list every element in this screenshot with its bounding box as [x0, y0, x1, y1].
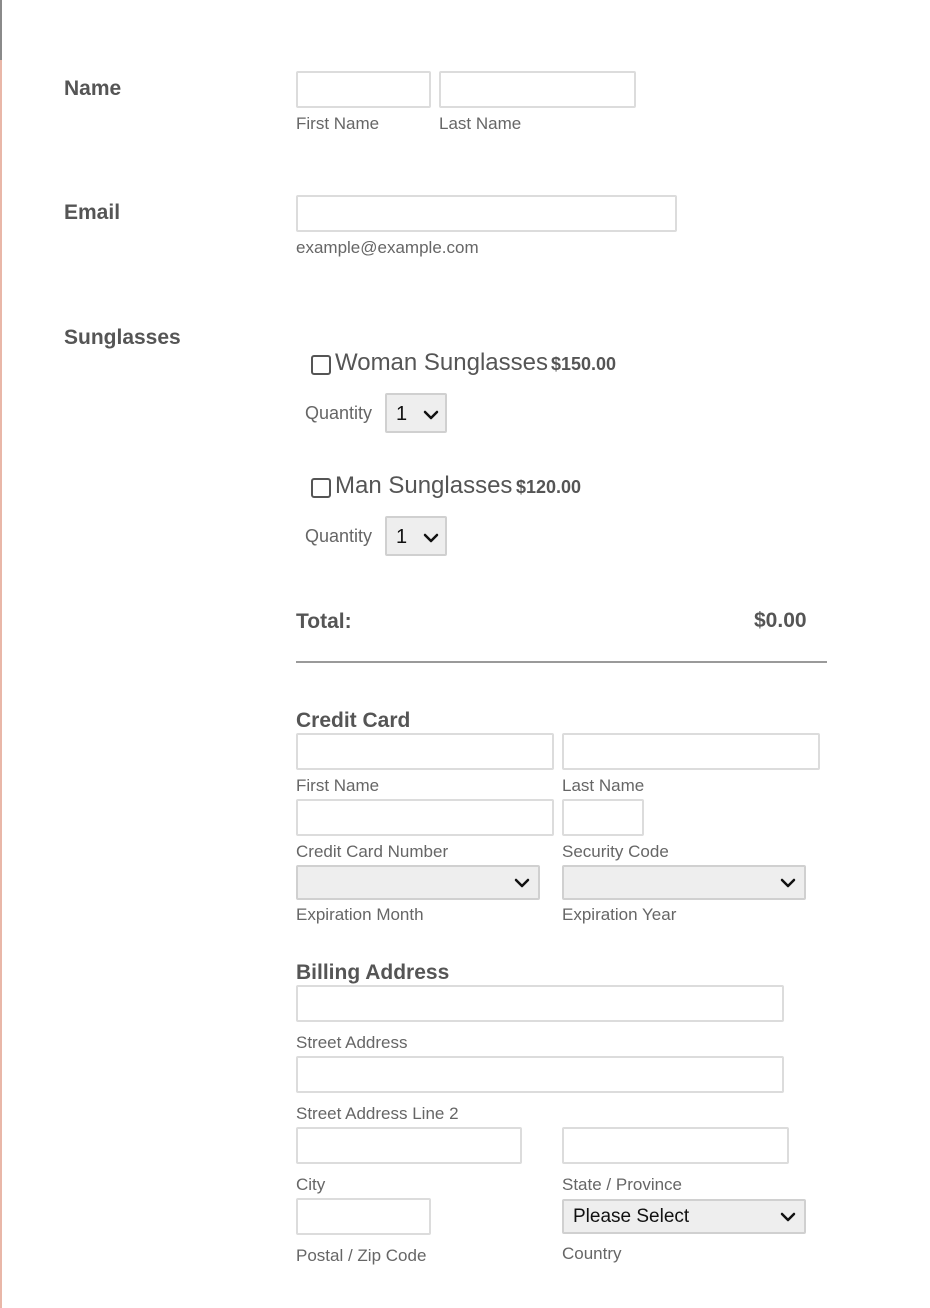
- expiration-year-select[interactable]: [562, 865, 806, 900]
- cc-first-name-sublabel: First Name: [296, 776, 380, 795]
- expiration-month-select[interactable]: [296, 865, 540, 900]
- cc-last-name-input[interactable]: [562, 733, 820, 770]
- street-address-2-sublabel: Street Address Line 2: [296, 1104, 459, 1123]
- total-value: $0.00: [754, 609, 807, 632]
- man-sunglasses-checkbox[interactable]: [311, 478, 331, 498]
- card-number-input[interactable]: [296, 799, 554, 836]
- product-price-man: $120.00: [516, 477, 582, 497]
- window-edge: [0, 0, 2, 60]
- state-sublabel: State / Province: [562, 1175, 683, 1194]
- email-input[interactable]: [296, 195, 677, 232]
- quantity-label-woman: Quantity: [305, 403, 373, 423]
- sunglasses-label: Sunglasses: [64, 326, 181, 349]
- email-sublabel: example@example.com: [296, 238, 479, 257]
- total-divider: [296, 661, 827, 663]
- country-select[interactable]: [562, 1199, 806, 1234]
- product-price-woman: $150.00: [551, 354, 617, 374]
- last-name-sublabel: Last Name: [439, 114, 522, 133]
- chevron-down-icon: [779, 1208, 797, 1226]
- city-input[interactable]: [296, 1127, 522, 1164]
- page-accent-border: [0, 60, 2, 1308]
- state-input[interactable]: [562, 1127, 789, 1164]
- product-name-man: Man Sunglasses: [335, 472, 513, 499]
- chevron-down-icon: [779, 874, 797, 892]
- zip-input[interactable]: [296, 1198, 431, 1235]
- country-value: Please Select: [573, 1206, 690, 1227]
- expiration-year-sublabel: Expiration Year: [562, 905, 677, 924]
- billing-address-title: Billing Address: [296, 961, 450, 984]
- quantity-value-woman: 1: [396, 403, 408, 425]
- chevron-down-icon: [513, 874, 531, 892]
- total-label: Total:: [296, 610, 352, 633]
- first-name-input[interactable]: [296, 71, 431, 108]
- email-label: Email: [64, 201, 121, 224]
- security-code-input[interactable]: [562, 799, 644, 836]
- cc-first-name-input[interactable]: [296, 733, 554, 770]
- street-address-sublabel: Street Address: [296, 1033, 408, 1052]
- product-name-woman: Woman Sunglasses: [335, 349, 548, 376]
- zip-sublabel: Postal / Zip Code: [296, 1246, 427, 1265]
- woman-sunglasses-checkbox[interactable]: [311, 355, 331, 375]
- quantity-value-man: 1: [396, 526, 408, 548]
- expiration-month-sublabel: Expiration Month: [296, 905, 424, 924]
- quantity-select-woman[interactable]: [385, 393, 447, 433]
- country-sublabel: Country: [562, 1244, 622, 1263]
- last-name-input[interactable]: [439, 71, 636, 108]
- quantity-label-man: Quantity: [305, 526, 373, 546]
- chevron-down-icon: [422, 529, 440, 547]
- street-address-input[interactable]: [296, 985, 784, 1022]
- cc-last-name-sublabel: Last Name: [562, 776, 645, 795]
- chevron-down-icon: [422, 406, 440, 424]
- name-label: Name: [64, 77, 122, 100]
- street-address-2-input[interactable]: [296, 1056, 784, 1093]
- quantity-select-man[interactable]: [385, 516, 447, 556]
- city-sublabel: City: [296, 1175, 326, 1194]
- first-name-sublabel: First Name: [296, 114, 380, 133]
- card-number-sublabel: Credit Card Number: [296, 842, 449, 861]
- security-code-sublabel: Security Code: [562, 842, 669, 861]
- credit-card-title: Credit Card: [296, 709, 411, 732]
